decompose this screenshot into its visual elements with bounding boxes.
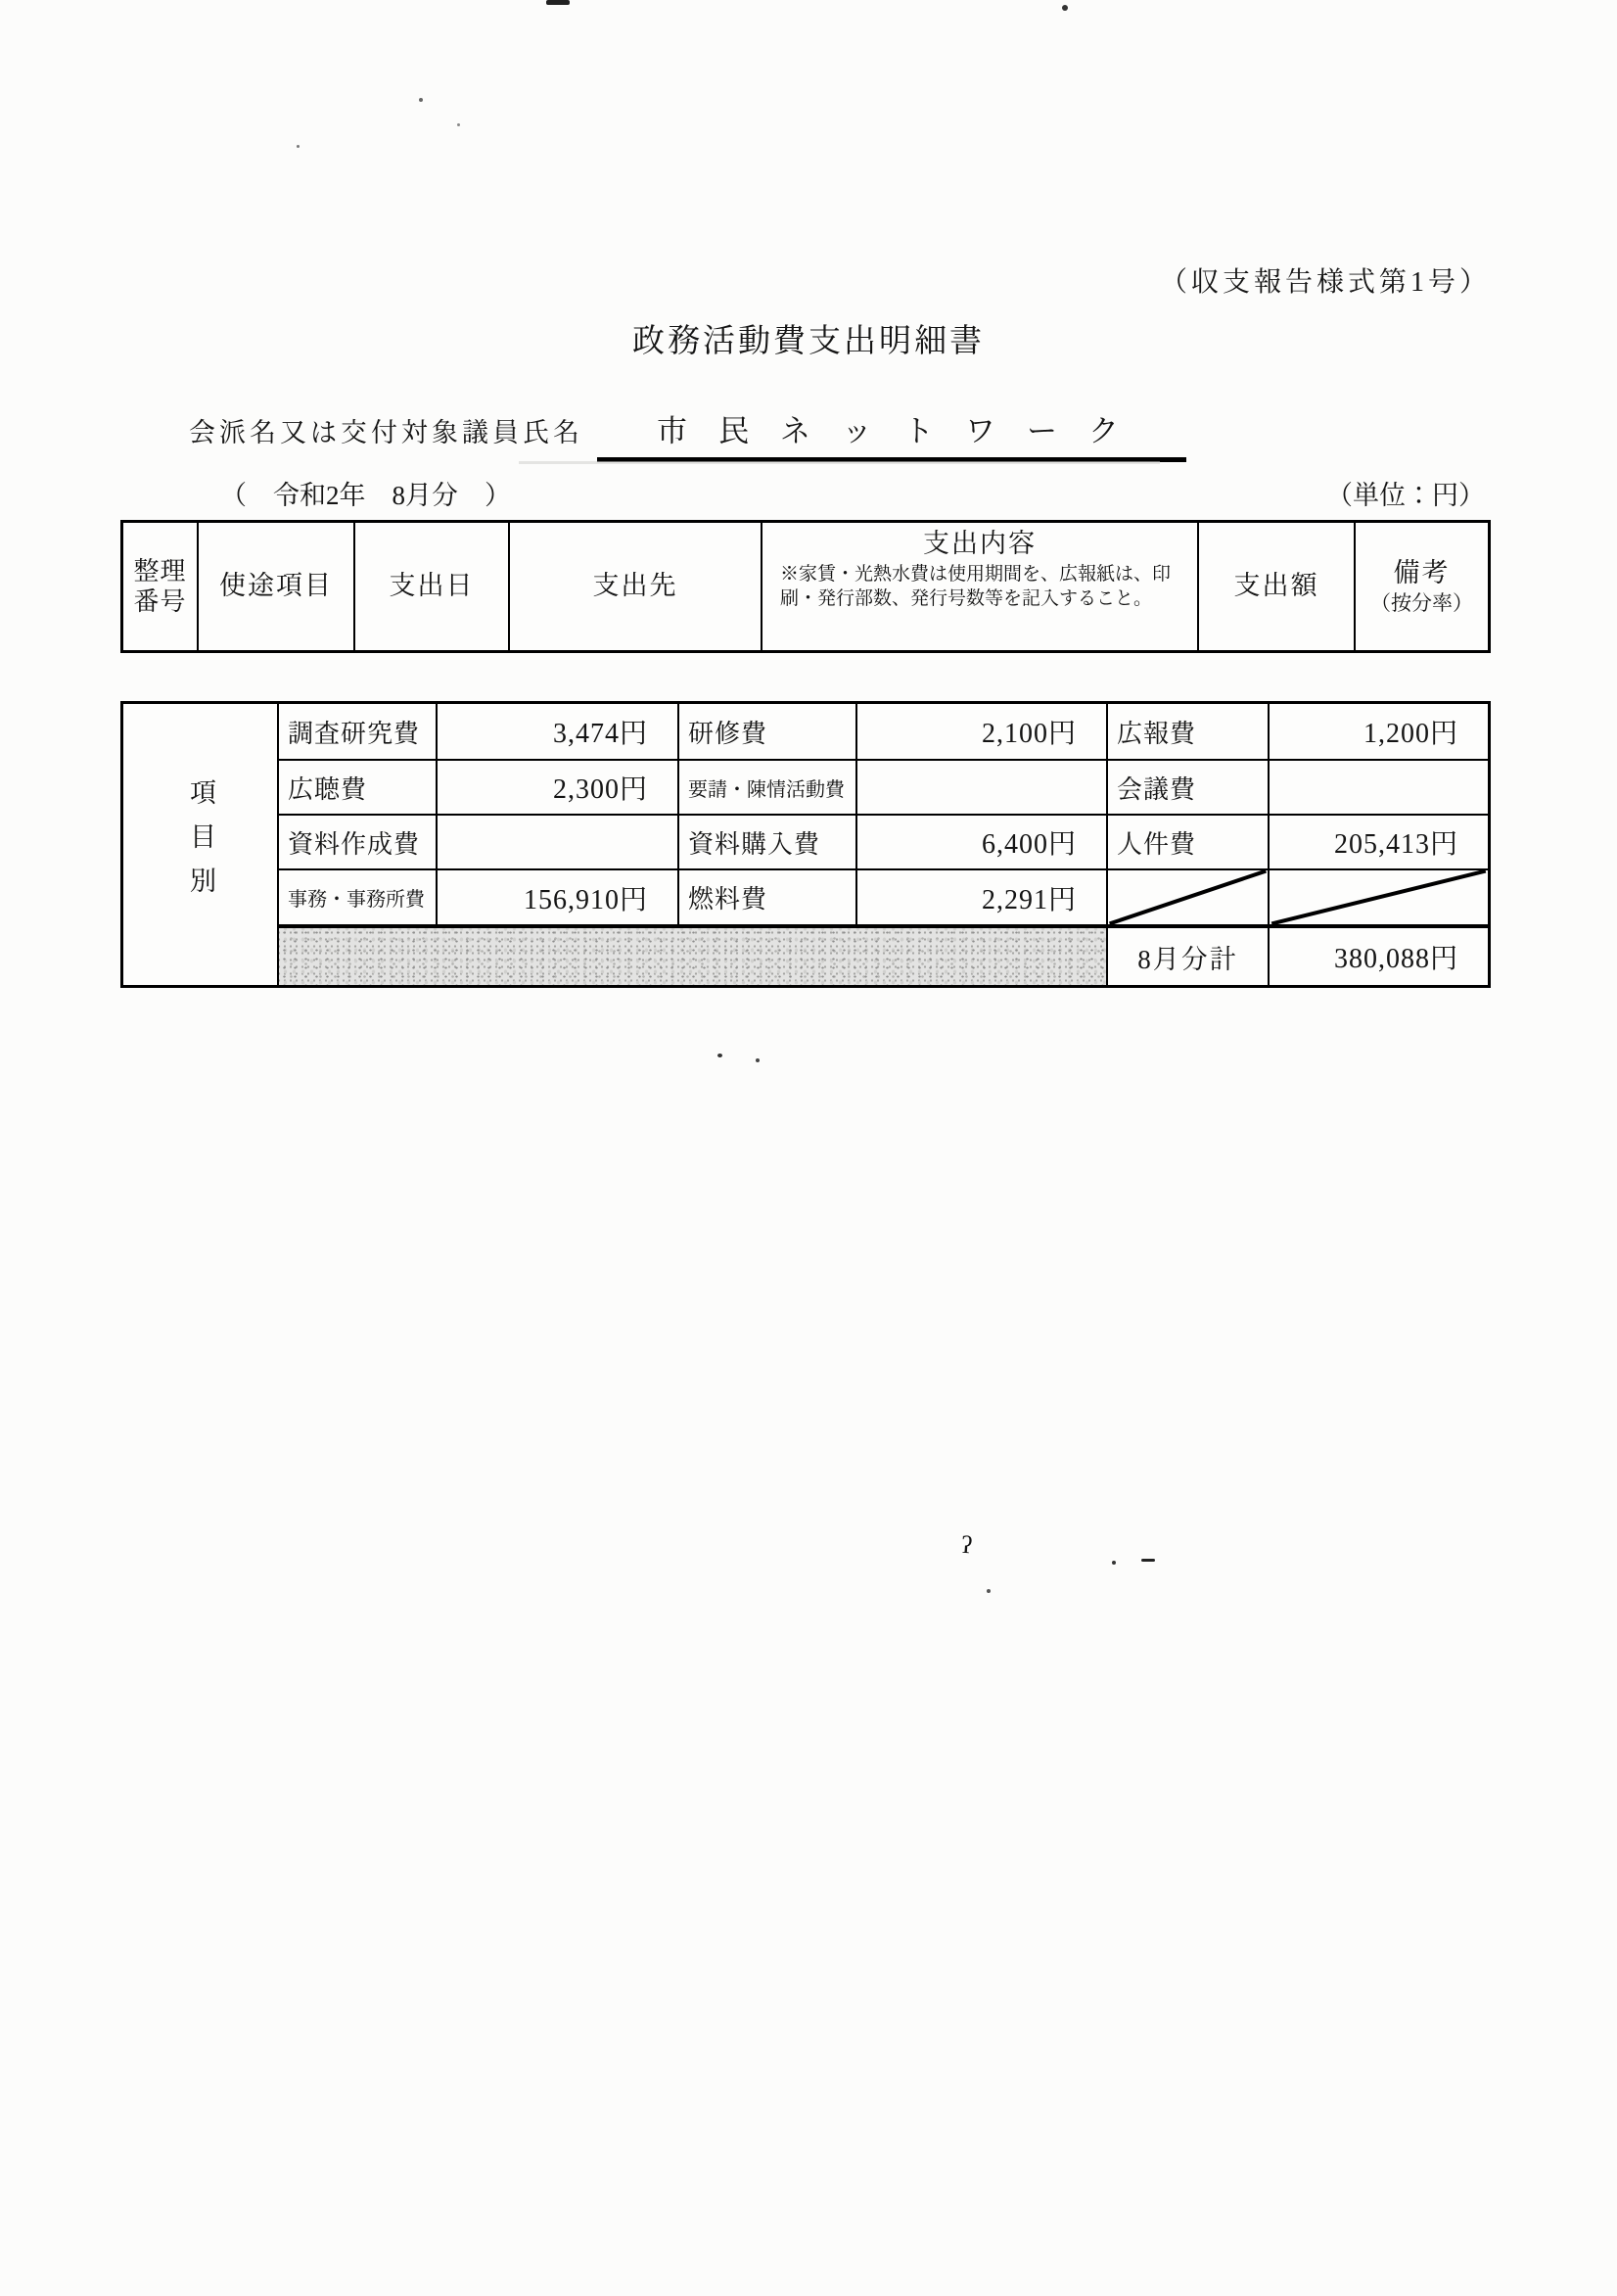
period-label: （ 令和2年 8月分 ）	[220, 481, 511, 510]
scan-speck	[297, 145, 300, 148]
value-material-creation-expense	[436, 814, 677, 868]
diagonal-slash-icon	[1270, 870, 1488, 924]
column-header-remarks	[1354, 523, 1488, 650]
value-research-expense: 3,474円	[436, 704, 677, 759]
axis-label-vertical: 項目別	[186, 778, 215, 911]
serial-number-line1: 整理	[133, 556, 187, 586]
monthly-total-value: 380,088円	[1268, 924, 1488, 985]
label-hearing-expense: 広聴費	[277, 759, 436, 814]
scan-squiggle-mark: ʔ	[960, 1531, 974, 1560]
category-summary-table	[120, 701, 1491, 988]
scan-speck	[717, 1054, 722, 1057]
redacted-noise-cell	[277, 924, 1106, 985]
value-material-purchase-expense: 6,400円	[855, 814, 1106, 868]
label-pr-expense: 広報費	[1106, 704, 1268, 759]
value-office-expense: 156,910円	[436, 868, 677, 924]
label-training-expense: 研修費	[677, 704, 855, 759]
scan-speck	[419, 98, 423, 102]
scan-speck	[1062, 5, 1068, 11]
column-header-expense-date: 支出日	[353, 523, 508, 650]
expense-content-note: ※家賃・光熱水費は使用期間を、広報紙は、印刷・発行部数、発行号数等を記入すること。	[780, 563, 1172, 609]
unit-label: （単位：円）	[1326, 481, 1485, 510]
column-header-expense-content	[761, 523, 1197, 650]
scan-speck	[756, 1058, 760, 1062]
label-office-expense: 事務・事務所費	[277, 868, 436, 924]
scan-speck	[546, 0, 570, 5]
label-meeting-expense: 会議費	[1106, 759, 1268, 814]
monthly-total-label: 8月分計	[1106, 924, 1268, 985]
remarks-line2: （按分率）	[1370, 590, 1473, 615]
value-personnel-expense: 205,413円	[1268, 814, 1488, 868]
value-training-expense: 2,100円	[855, 704, 1106, 759]
scan-speck	[1141, 1559, 1155, 1562]
faction-name-value: 市民ネットワーク	[597, 415, 1186, 462]
column-header-amount: 支出額	[1197, 523, 1354, 650]
value-fuel-expense: 2,291円	[855, 868, 1106, 924]
value-pr-expense: 1,200円	[1268, 704, 1488, 759]
scan-speck	[1112, 1561, 1116, 1565]
label-material-creation-expense: 資料作成費	[277, 814, 436, 868]
scan-speck	[987, 1589, 991, 1593]
label-petition-expense: 要請・陳情活動費	[677, 759, 855, 814]
crossed-out-cell	[1268, 868, 1488, 924]
period-unit-row	[220, 474, 1485, 512]
crossed-out-cell	[1106, 868, 1268, 924]
label-material-purchase-expense: 資料購入費	[677, 814, 855, 868]
label-personnel-expense: 人件費	[1106, 814, 1268, 868]
column-header-serial-number	[123, 523, 197, 650]
value-hearing-expense: 2,300円	[436, 759, 677, 814]
faction-name-label: 会派名又は交付対象議員氏名	[189, 418, 583, 447]
faction-name-row	[189, 411, 1186, 462]
serial-number-line2: 番号	[133, 587, 187, 616]
label-research-expense: 調査研究費	[277, 704, 436, 759]
label-fuel-expense: 燃料費	[677, 868, 855, 924]
value-petition-expense	[855, 759, 1106, 814]
form-code-label: （収支報告様式第1号）	[1160, 267, 1492, 298]
column-header-payee: 支出先	[508, 523, 761, 650]
axis-label-cell	[123, 704, 277, 985]
value-meeting-expense	[1268, 759, 1488, 814]
diagonal-slash-icon	[1108, 870, 1268, 924]
scan-speck	[457, 123, 460, 126]
expense-detail-table	[120, 520, 1491, 653]
expense-content-title: 支出内容	[923, 529, 1037, 558]
column-header-usage-item: 使途項目	[197, 523, 353, 650]
remarks-line1: 備考	[1393, 558, 1451, 587]
page-title: 政務活動費支出明細書	[632, 324, 985, 359]
